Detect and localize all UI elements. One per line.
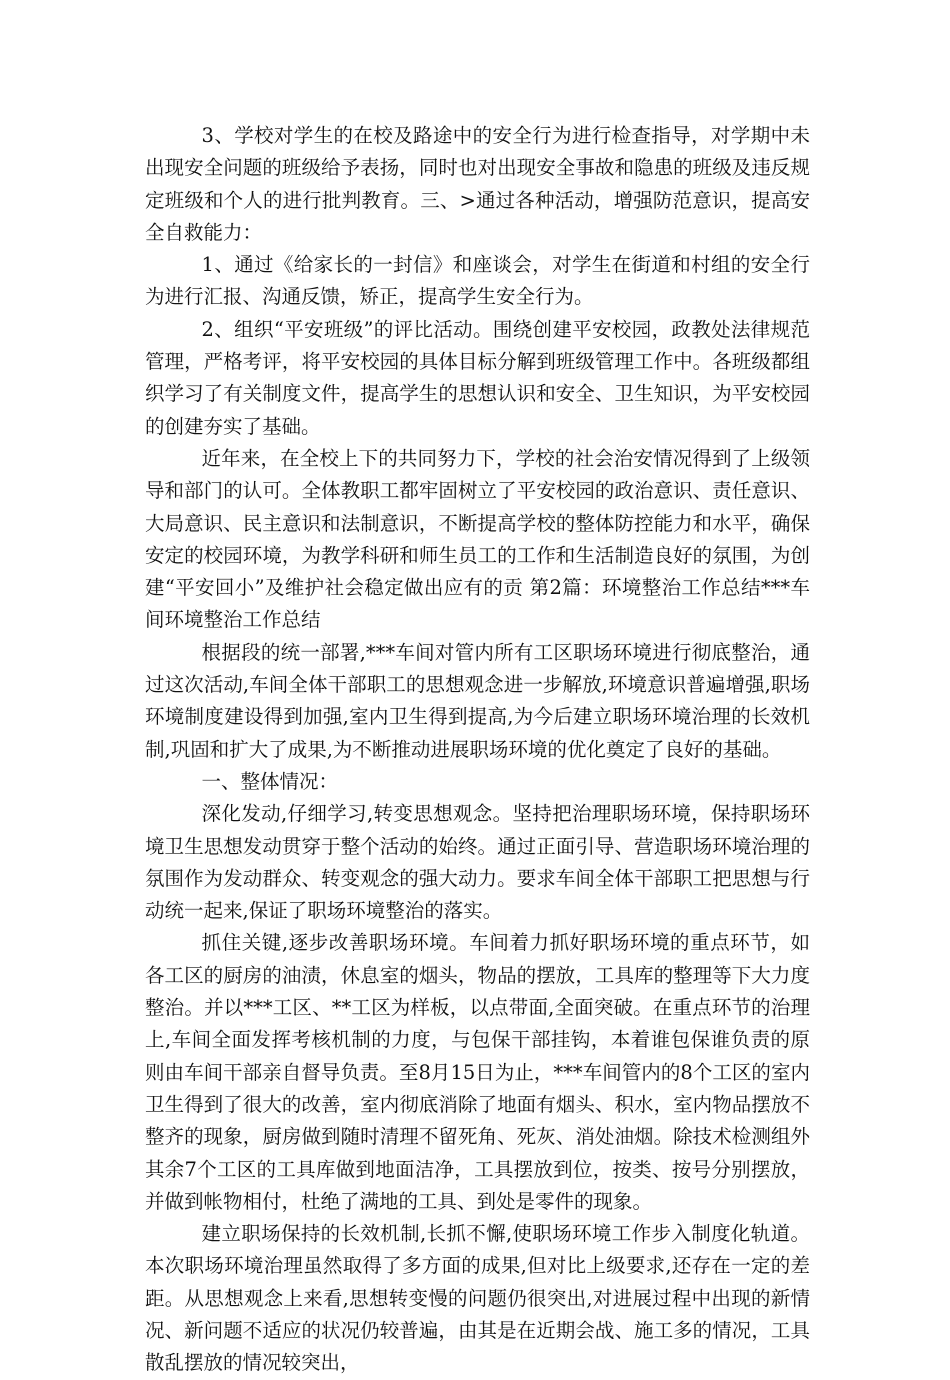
paragraph-key-improvements: 抓住关键,逐步改善职场环境。车间着力抓好职场环境的重点环节，如各工区的厨房的油渍，休息室的烟头，物品的摆放，工具库的整理等下大力度整治。并以***工区、**工区为样板，以点带面,全面突破。在重点环节的治理上,车间全面发挥考核机制的力度，与包保干部挂钩，本着谁包保谁负责的原则由车间干部亲自督导负责。至8月15日为止，***车间管内的8个工区的室内卫生得到了很大的改善，室内彻底消除了地面有烟头、积水，室内物品摆放不整齐的现象，厨房做到随时清理不留死角、死灰、消处油烟。除技术检测组外其余7个工区的工具库做到地面洁净，工具摆放到位，按类、按号分别摆放，并做到帐物相付，杜绝了满地的工具、到处是零件的现象。: [145, 931, 810, 1213]
paragraph-school-safety-inspection: 3、学校对学生的在校及路途中的安全行为进行检查指导，对学期中未出现安全问题的班级给予表扬，同时也对出现安全事故和隐患的班级及违反规定班级和个人的进行批判教育。三、>通过各种活动，增强防范意识，提高安全自救能力：: [145, 124, 810, 244]
paragraph-recent-years-summary: 近年来，在全校上下的共同努力下，学校的社会治安情况得到了上级领导和部门的认可。全体教职工都牢固树立了平安校园的政治意识、责任意识、大局意识、民主意识和法制意识，不断提高学校的整体防控能力和水平，确保安定的校园环境，为教学科研和师生员工的工作和生活制造良好的氛围，为创建“平安回小”及维护社会稳定做出应有的贡 第2篇：环境整治工作总结***车间环境整治工作总结: [145, 446, 810, 632]
paragraph-long-term-mechanism: 建立职场保持的长效机制,长抓不懈,使职场环境工作步入制度化轨道。本次职场环境治理虽然取得了多方面的成果,但对比上级要求,还存在一定的差距。从思想观念上来看,思想转变慢的问题仍很突出,对进展过程中出现的新情况、新问题不适应的状况仍较普遍，由其是在近期会战、施工多的情况，工具散乱摆放的情况较突出，: [145, 1222, 810, 1375]
document-body: [145, 120, 810, 1380]
paragraph-parent-letter: 1、通过《给家长的一封信》和座谈会，对学生在街道和村组的安全行为进行汇报、沟通反馈，矫正，提高学生安全行为。: [145, 253, 810, 309]
section-heading-overall-situation: 一、整体情况：: [201, 769, 339, 793]
paragraph-safe-class-evaluation: 2、组织“平安班级”的评比活动。围绕创建平安校园，政教处法律规范管理，严格考评，将平安校园的具体目标分解到班级管理工作中。各班级都组织学习了有关制度文件，提高学生的思想认识和安全、卫生知识，为平安校园的创建夯实了基础。: [145, 317, 810, 438]
paragraph-mobilization: 深化发动,仔细学习,转变思想观念。坚持把治理职场环境，保持职场环境卫生思想发动贯穿于整个活动的始终。通过正面引导、营造职场环境治理的氛围作为发动群众、转变观念的强大动力。要求车间全体干部职工把思想与行动统一起来,保证了职场环境整治的落实。: [145, 802, 810, 923]
paragraph-workshop-rectification: 根据段的统一部署,***车间对管内所有工区职场环境进行彻底整治，通过这次活动,车间全体干部职工的思想观念进一步解放,环境意识普遍增强,职场环境制度建设得到加强,室内卫生得到提高,为今后建立职场环境治理的长效机制,巩固和扩大了成果,为不断推动进展职场环境的优化奠定了良好的基础。: [145, 640, 810, 761]
